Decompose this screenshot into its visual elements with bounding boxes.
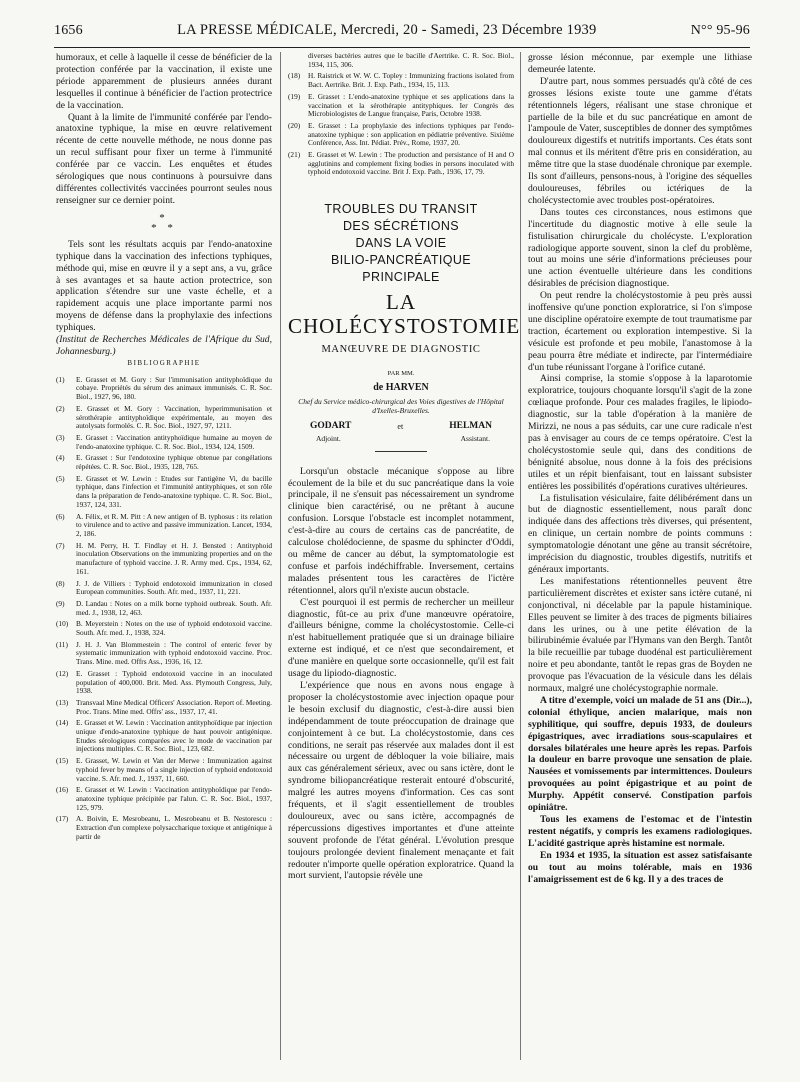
entry-text: H. Raistrick et W. W. C. Topley : Immunizing fractions isolated from Bact. Aertrike. Brit. J. Exp. Path., 1934, 15, 113. <box>308 71 514 90</box>
entry-text: E. Grasset et M. Gory : Sur l'immunisation antityphoïdique du cobaye. Propriétés du sérum des animaux immunisés. C. R. Soc. Biol., 1927, 96, 180. <box>76 374 272 402</box>
paragraph: A titre d'exemple, voici un malade de 51 ans (Dir...), colonial éthylique, ancien malarique, mais non syphilitique, qui souffre, depuis 1933, de douleurs épigastriques, avec irradiations sous-scapulaires et dorsales bilatérales une heure après les repas. Parfois la douleur en barre provoque une sensation de plaie. Nausées et vomissements par intermittences. Douleurs provoquées au point épigastrique et au point de Murphy. Appétit conservé. Constipation parfois opiniâtre. <box>528 694 752 814</box>
entry-text: E. Grasset et W. Lewin : The production and persistance of H and O agglutinins and complement fixing bodies in persons inoculated with typhoid endotoxoid vaccine. Brit J. Exp. Path., 1936, 17, 79. <box>308 150 514 177</box>
issue-number: N°° 95-96 <box>690 23 750 38</box>
entry-number: (15) <box>56 756 69 766</box>
title-line: BILIO-PANCRÉATIQUE <box>330 253 472 268</box>
bibliography-entry <box>56 719 272 754</box>
bibliography-entry <box>288 122 514 148</box>
paragraph: Tous les examens de l'estomac et de l'intestin restent négatifs, y compris les examens radiologiques. L'acidité gastrique après histamine est normale. <box>528 814 752 849</box>
entry-text: Transvaal Mine Medical Officers' Association. Report of. Meeting. Proc. Trans. Mine med. Offrs' ass., 1937, 17, 41. <box>76 697 272 716</box>
entry-number: (12) <box>56 668 69 678</box>
entry-text: A. Félix, et R. M. Pitt : A new antigen of B. typhosus : its relation to virulence and to active and passive immunization. Lancet, 1934, 2, 186. <box>76 511 272 538</box>
separator-stars: * * <box>151 221 177 234</box>
bibliography-entry <box>56 670 272 696</box>
bibliography-heading: BIBLIOGRAPHIE <box>127 358 201 367</box>
article-subtitle: LA CHOLÉCYSTOSTOMIE <box>288 290 521 339</box>
entry-text: E. Grasset et W. Lewin : Etudes sur l'antigène Vi, du bacille typhique, dans l'infection et l'immunité antityphiques, et son rôle dans la préparation de l'endo-anatoxine typhique. C. R. Soc. Biol., 1937, 124, 331. <box>76 473 272 509</box>
entry-text: H. M. Perry, H. T. Findlay et H. J. Bensted : Antityphoid inoculation Observations on the immunizing properties and on the manufacture of typhoid vaccine. J. R. Army med. Cps., 1934, 62, 161. <box>76 540 272 576</box>
entry-number <box>288 52 308 69</box>
entry-number: (13) <box>56 697 69 707</box>
entry-text: diverses bactéries autres que le bacille d'Aertrike. C. R. Soc. Biol., 1934, 115, 306. <box>308 51 514 69</box>
role-right: Assistant. <box>460 433 490 443</box>
entry-number: (5) <box>56 473 65 483</box>
entry-number: (16) <box>56 785 69 795</box>
entry-text: E. Grasset, W. Lewin et Van der Merwe : Immunization against typhoid fever by means of a single injection of typhoid endotoxoid vaccine. S. Afr. med. J., 1937, 11, 660. <box>76 756 272 783</box>
article-subtitle-secondary: MANŒUVRE DE DIAGNOSTIC <box>321 344 481 356</box>
author-affiliation: Chef du Service médico-chirurgical des Voies digestives de l'Hôpital d'Ixelles-Bruxelles. <box>298 396 504 415</box>
byline-prefix: PAR MM. <box>387 370 415 378</box>
paragraph: Ainsi comprise, la stomie s'oppose à la laparotomie exploratrice, toujours choquante lorsqu'il s'agit de la zone cœliaque profonde. Pour ces malades fragiles, le lipiodo-diagnostic, sur la table d'opération à la manière de Mirizzi, ne nous a pas séduits, car une cure radicale n'est pas à envisager au cours de ce temps opératoire. C'est la cholécystostomie seule qui, dans des conditions de bénignité absolue, nous donne à la fois des précisions utiles et un répit bienfaisant, tout en laissant subsister entières les possibilités d'opérations curatives ultérieures. <box>528 373 752 492</box>
title-line: DANS LA VOIE <box>355 236 447 251</box>
bibliography-entry <box>56 434 272 451</box>
institution-note: (Institut de Recherches Médicales de l'Afrique du Sud, Johannesburg.) <box>56 334 272 357</box>
bibliography-list-continued <box>288 52 514 177</box>
paragraph: Dans toutes ces circonstances, nous estimons que l'incertitude du diagnostic motive à elle seule la fistulisation chirurgicale du cholécyste. L'exploration radiologique apporte souvent, sinon la clef du problème, tout au moins une série d'informations précieuses pour une action éventuelle ultérieure dans les conditions désirables de précision diagnostique. <box>528 206 752 290</box>
paragraph: Quant à la limite de l'immunité conférée par l'endo-anatoxine typhique, la mise en œuvre relativement récente de cette nouvelle méthode, ne nous donne pas un recul suffisant pour fixer un terme à l'immunité conférée par ce vaccin. Les enquêtes et études sérologiques que nous continuons à poursuivre dans différentes collectivités vaccinées pourront seules nous renseigner sur ce dernier point. <box>56 111 272 206</box>
column-left <box>56 52 272 845</box>
entry-text: B. Meyerstein : Notes on the use of typhoid endotoxoid vaccine. South. Afr. med. J., 1938, 324. <box>76 619 272 638</box>
paragraph: La fistulisation vésiculaire, faite délibérément dans un but de diagnostic essentiellement, nous paraît donc indiquée dans des affections très diverses, qui présentent, en clinique, un certain nombre de points communs : symptomatologie dénotant une gêne au transit sécrétoire, imprécision du diagnostic, troubles digestifs, nutritifs et généraux importants. <box>528 492 752 575</box>
bibliography-entry <box>56 641 272 667</box>
author-conjunction: et <box>397 421 404 431</box>
bibliography-entry <box>288 72 514 89</box>
entry-number: (21) <box>288 150 301 160</box>
entry-number: (18) <box>288 71 301 81</box>
bibliography-entry <box>56 815 272 841</box>
title-line: DES SÉCRÉTIONS <box>342 219 460 234</box>
bibliography-entry <box>56 376 272 402</box>
title-rule <box>375 451 427 452</box>
bibliography-entry <box>56 757 272 783</box>
entry-number: (11) <box>56 639 68 649</box>
entry-text: E. Grasset : Typhoid endotoxoid vaccine in an inoculated population of 400,000. Brit. Med. Ass. Plymouth Congress, July, 1938. <box>76 668 272 696</box>
paragraph: humoraux, et celle à laquelle il cesse de bénéficier de la protection conférée par la vaccination, il existe une période apparemment de plusieurs années durant lesquelles il continue à bénéficier de l'action protectrice de la vaccination. <box>56 52 272 111</box>
author-right: HELMAN <box>449 420 492 431</box>
section-separator <box>56 213 272 233</box>
bibliography-entry <box>56 513 272 539</box>
title-line: TROUBLES DU TRANSIT <box>324 202 478 217</box>
paragraph: C'est pourquoi il est permis de rechercher un meilleur diagnostic, fût-ce au prix d'une manœuvre opératoire, d'ailleurs bénigne, comme la cholécystostomie. Celle-ci n'est habituellement pratiquée que si un drainage biliaire externe est indiqué, et ce n'est que secondairement, et d'une manière en quelque sorte occasionnelle, qu'il est fait usage du lipiodo-diagnostic. <box>288 596 514 680</box>
role-left: Adjoint. <box>316 433 341 443</box>
paragraph: D'autre part, nous sommes persuadés qu'à côté de ces grosses lésions existe toute une gamme d'états rétentionnels légers, réalisant une stase chronique et partielle de la bile et du suc pancréatique en amont de l'ampoule de Vater, susceptibles de donner des symptômes douloureux digestifs et nutritifs importants. Ces états sont mal connus et ils méritent d'être pris en considération, au même titre que la stase duodénale chronique par exemple. Ils sont d'ailleurs, pensons-nous, à l'origine des séquelles douloureuses, fébriles ou ictériques de la cholécystectomie avec troubles post-opératoires. <box>528 75 752 206</box>
entry-text: E. Grasset : L'endo-anatoxine typhique et ses applications dans la vaccination et la sérothérapie antityphiques. Ier Congrès des Microbiologistes de Langue française, Paris, Octobre 1938. <box>308 91 514 119</box>
entry-number: (2) <box>56 403 65 413</box>
entry-text: D. Landau : Notes on a milk borne typhoid outbreak. South. Afr. med. J., 1938, 12, 463. <box>76 598 272 617</box>
entry-number: (3) <box>56 432 65 442</box>
column-divider <box>520 52 521 1060</box>
entry-number: (10) <box>56 619 69 629</box>
paragraph: Lorsqu'un obstacle mécanique s'oppose au libre écoulement de la bile et du suc pancréatique dans la voie principale, il ne s'ensuit pas nécessairement un syndrome clinique bien caractérisé, ou ne prêtant à aucune confusion. Lorsque l'obstacle est incomplet notamment, c'est-à-dire au cours de certains cas de pancréatite, de calculose cholédocienne, de spasme du sphincter d'Oddi, ou même de cancer au début, la symptomatologie est confuse et parfois indéchiffrable. Inversement, certains malades présentent tous les caractères de l'ictère rétentionnel, alors qu'il n'existe aucun obstacle. <box>288 465 514 596</box>
paragraph: On peut rendre la cholécystostomie à peu près aussi inoffensive qu'une ponction exploratrice, si l'on s'impose une discipline opératoire exempte de tout traumatisme par traction, écartement ou exploration intempestive. Si la vésicule est profonde et peu mobile, l'anastomose à la peau pourra être médiate et indirecte, par l'intermédiaire d'un tube réunissant l'organe à l'orifice cutané. <box>528 290 752 373</box>
page-header <box>54 22 750 48</box>
bibliography-entry <box>56 699 272 716</box>
paragraph: Les manifestations rétentionnelles peuvent être particulièrement discrètes et exister sans ictère cutané, ni conjonctival, ni décelable par la papule histaminique. Elles peuvent se limiter à des traces de pigments biliaires dans les urines, ou à une petite élévation de la bilirubinémie évaluée par l'Hymans van den Bergh. Tantôt la bile recueillie par tubage duodénal est particulièrement noire et peu abondante, tantôt le repas gras de Boyden ne provoque pas l'évacuation de la vésicule dans les délais normaux, malgré une cholécystographie normale. <box>528 575 752 695</box>
entry-number: (9) <box>56 598 65 608</box>
issue-date: Mercredi, 20 - Samedi, 23 Décembre 1939 <box>340 22 597 38</box>
entry-text: J. J. de Villiers : Typhoid endotoxoid immunization in closed European communities. South. Afr. med., 1937, 11, 221. <box>76 578 272 597</box>
entry-text: E. Grasset : La prophylaxie des infections typhiques par l'endo-anatoxine typhique : son application en pédiatrie préventive. Sixième Conférence, Ass. Int. Pédiat. Prév., Rome, 1937, 20. <box>308 120 514 148</box>
entry-text: J. H. J. Van Blommestein : The control of enteric fever by systematic immunization with typhoid endotoxoid vaccine. Proc. Trans. Mine. med. Offrs Ass., 1936, 16, 12. <box>76 639 272 667</box>
paragraph: L'expérience que nous en avons nous engage à proposer la cholécystostomie avec injection opaque pour le besoin exclusif du diagnostic, c'est-à-dire aussi bien indépendamment de toute préoccupation de drainage que conjointement à ce but. La cholécystostomie, dans ces conditions, ne serait pas réservée aux malades dont il est nécessaire ou urgent de débloquer la voie biliaire, mais aux cas généralement sérieux, avec ou sans ictère, dont le syndrome biliopancréatique resterait entouré d'obscurité, malgré les autres moyens d'information. Ces cas sont fréquents, et il s'agit essentiellement de troubles douloureux, avec ou sans ictère, accompagnés de répercussions digestives importantes et d'une atteinte souvent profonde de l'état général. L'évolution presque toujours prolongée devient finalement menaçante et fait redouter n'importe quelle opération exploratrice. Quand la mort survient, l'autopsie révèle une <box>288 679 514 882</box>
entry-number: (8) <box>56 578 65 588</box>
entry-text: E. Grasset et W. Lewin : Vaccination antityphoïdique par injection unique d'endo-anatoxine typhique de haut pouvoir antigénique. Etudes sérologiques comparées avec le mode de vaccination par injections multiples. C. R. Soc. Biol., 123, 682. <box>76 718 272 754</box>
column-divider <box>280 52 281 1060</box>
entry-text: E. Grasset : Sur l'endotoxine typhique obtenue par congélations répétées. C. R. Soc. Biol., 1935, 128, 765. <box>76 453 272 472</box>
entry-number: (20) <box>288 120 301 130</box>
column-right <box>528 52 752 885</box>
entry-text: E. Grasset et W. Lewin : Vaccination antityphoïdique par l'endo-anatoxine typhique précipitée par l'alun. C. R. Soc. Biol., 1937, 125, 979. <box>76 785 272 812</box>
paragraph: Tels sont les résultats acquis par l'endo-anatoxine typhique dans la vaccination des infections typhiques, méthode qui, mise en œuvre il y a sept ans, a vu, grâce à ses avantages et sa haute action protectrice, son application s'étendre sur une vaste échelle, et a rapidement acquis une place importante parmi nos moyens de défense dans la prophylaxie des infections typhiques. <box>56 238 272 334</box>
entry-text: E. Grasset et M. Gory : Vaccination, hyperimmunisation et sérothérapie antityphoïdique expérimentale, au moyen des autolysats formolés. C. R. Soc. Biol., 1927, 97, 1211. <box>76 403 272 431</box>
bibliography-list <box>56 376 272 842</box>
entry-text: E. Grasset : Vaccination antityphoïdique humaine au moyen de l'endo-anatoxine typhique. C. R. Soc. Biol., 1934, 124, 1509. <box>76 432 272 451</box>
entry-number: (17) <box>56 814 69 824</box>
bibliography-entry <box>288 93 514 119</box>
co-authors <box>288 421 514 433</box>
paragraph: grosse lésion méconnue, par exemple une lithiase demeurée latente. <box>528 52 752 75</box>
bibliography-entry <box>288 151 514 177</box>
bibliography-entry <box>56 580 272 597</box>
paragraph: En 1934 et 1935, la situation est assez satisfaisante ou tout au moins tolérable, mais en 1936 l'amaigrissement est de 6 kg. Il y a des traces de <box>528 849 752 885</box>
running-title <box>177 22 596 39</box>
bibliography-entry <box>56 542 272 577</box>
column-middle <box>288 51 521 882</box>
entry-text: A. Boivin, E. Mesrobeanu, L. Mesrobeanu et B. Nestorescu : Extraction d'un complexe polysaccharique toxique et antigénique à partir de <box>76 814 272 841</box>
bibliography-entry <box>56 475 272 510</box>
author-left: GODART <box>310 420 352 431</box>
entry-number: (6) <box>56 511 65 521</box>
article-title <box>288 201 514 286</box>
bibliography-entry <box>56 600 272 617</box>
bibliography-entry <box>288 52 514 69</box>
author-roles <box>288 433 514 445</box>
bibliography-entry <box>56 620 272 637</box>
entry-number: (19) <box>288 91 301 101</box>
title-line: PRINCIPALE <box>362 270 440 285</box>
entry-number: (4) <box>56 453 65 463</box>
entry-number: (14) <box>56 718 69 728</box>
page-number: 1656 <box>54 23 83 38</box>
entry-number: (7) <box>56 540 65 550</box>
bibliography-entry <box>56 786 272 812</box>
separator-star: * <box>159 211 169 224</box>
bibliography-entry <box>56 405 272 431</box>
journal-name: LA PRESSE MÉDICALE, <box>177 22 337 38</box>
entry-number: (1) <box>56 374 65 384</box>
author-main: de HARVEN <box>373 381 429 393</box>
bibliography-entry <box>56 454 272 471</box>
